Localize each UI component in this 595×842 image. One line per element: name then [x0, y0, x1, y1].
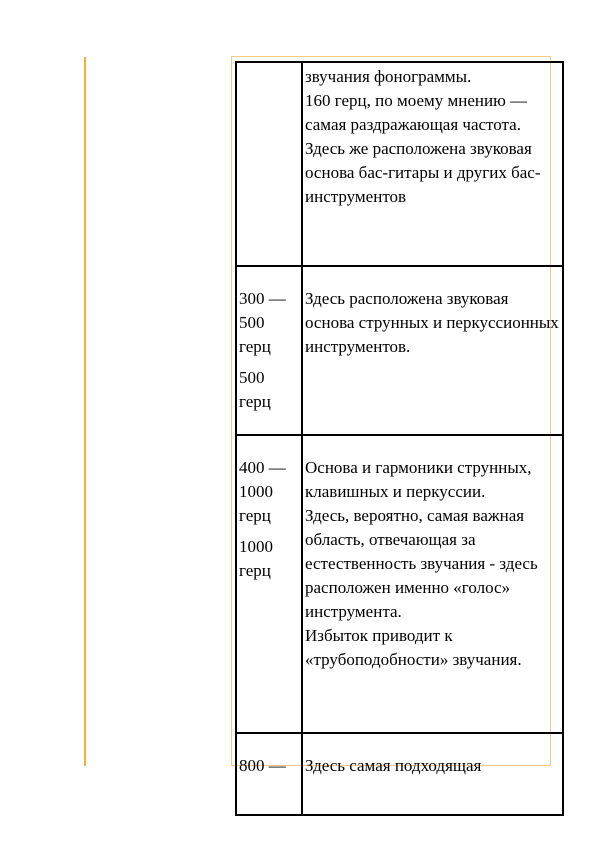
description-line: Основа и гармоники струнных, клавишных и перкуссии.: [305, 458, 532, 501]
frequency-table-container: [235, 61, 559, 775]
description-line: Здесь же расположена звуковая основа бас-гитары и других бас-инструментов: [305, 139, 541, 206]
range-cell: [236, 435, 302, 733]
description-cell: [302, 62, 563, 266]
description-cell: [302, 733, 563, 815]
table-row: [236, 733, 563, 815]
description-cell: [302, 266, 563, 435]
frequency-table: [235, 61, 564, 816]
range-label: 800 —: [239, 756, 286, 775]
range-cell: [236, 266, 302, 435]
description-line: 160 герц, по моему мнению — самая раздражающая частота.: [305, 91, 528, 134]
description-line: Здесь самая подходящая: [305, 756, 482, 775]
description-line: звучания фонограммы.: [305, 67, 472, 86]
description-line: Здесь, вероятно, самая важная область, отвечающая за естественность звучания - здесь расположен именно «голос» инструмента.: [305, 506, 538, 621]
range-label: 300 — 500 герц: [239, 289, 286, 356]
description-line: Избыток приводит к «трубоподобности» звучания.: [305, 626, 522, 669]
table-row: [236, 435, 563, 733]
table-row: [236, 266, 563, 435]
range-cell: [236, 733, 302, 815]
range-label: 400 — 1000 герц: [239, 458, 286, 525]
table-row: [236, 62, 563, 266]
range-label: 500 герц: [239, 368, 271, 411]
margin-line: [84, 57, 86, 766]
range-cell: [236, 62, 302, 266]
description-line: Здесь расположена звуковая основа струнных и перкуссионных инструментов.: [305, 289, 559, 356]
description-cell: [302, 435, 563, 733]
range-label: 1000 герц: [239, 537, 273, 580]
